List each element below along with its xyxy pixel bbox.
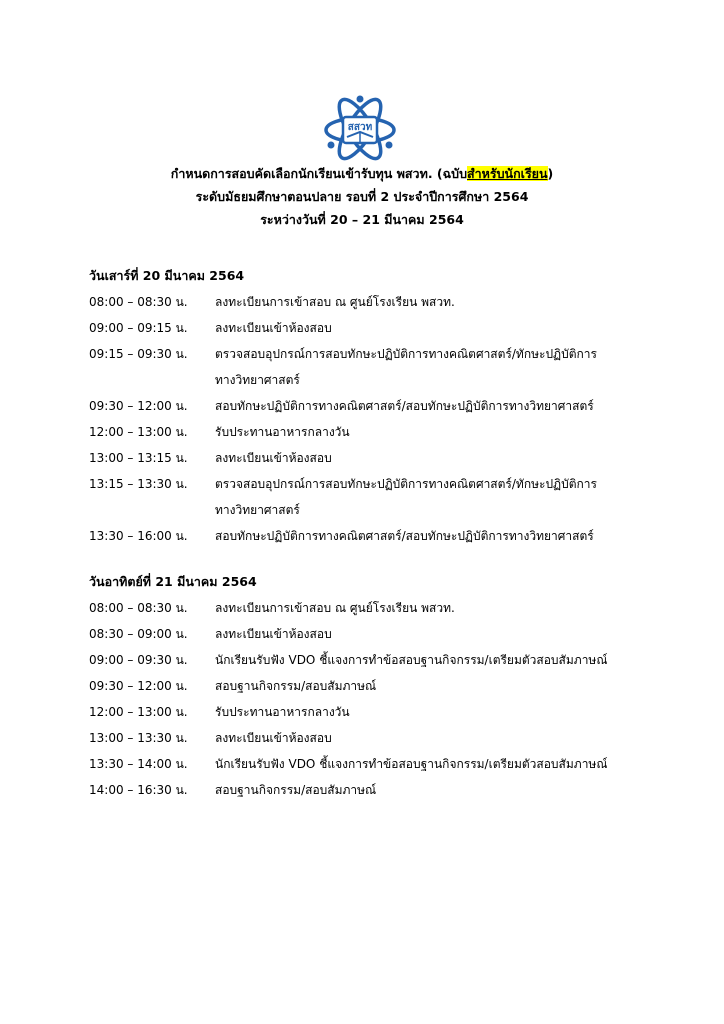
activity: ตรวจสอบอุปกรณ์การสอบทักษะปฏิบัติการทางคณิตศาสตร์/ทักษะปฏิบัติการ ทางวิทยาศาสตร์: [215, 477, 597, 517]
schedule-row: [89, 419, 649, 445]
activity: ลงทะเบียนเข้าห้องสอบ: [215, 451, 332, 465]
document-title: [0, 162, 724, 185]
document-title-block: [0, 162, 724, 231]
time-slot: 08:00 – 08:30 น.: [89, 295, 188, 309]
day-schedule-saturday: [89, 263, 649, 549]
schedule-row: [89, 445, 649, 471]
activity: รับประทานอาหารกลางวัน: [215, 705, 350, 719]
schedule-row: [89, 315, 649, 341]
time-slot: 13:30 – 14:00 น.: [89, 757, 188, 771]
schedule-row: [89, 699, 649, 725]
schedule-row: [89, 647, 649, 673]
activity: สอบฐานกิจกรรม/สอบสัมภาษณ์: [215, 783, 377, 797]
time-slot: 12:00 – 13:00 น.: [89, 705, 188, 719]
schedule-row: [89, 725, 649, 751]
activity: ตรวจสอบอุปกรณ์การสอบทักษะปฏิบัติการทางคณิตศาสตร์/ทักษะปฏิบัติการ ทางวิทยาศาสตร์: [215, 347, 597, 387]
time-slot: 09:15 – 09:30 น.: [89, 347, 188, 361]
schedule-row: [89, 523, 649, 549]
time-slot: 09:00 – 09:30 น.: [89, 653, 188, 667]
schedule-row: [89, 621, 649, 647]
title-suffix: ): [547, 166, 554, 181]
time-slot: 13:00 – 13:15 น.: [89, 451, 188, 465]
time-slot: 09:30 – 12:00 น.: [89, 399, 188, 413]
logo-text: สสวท: [347, 122, 373, 133]
schedule-row: [89, 751, 649, 777]
activity: สอบทักษะปฏิบัติการทางคณิตศาสตร์/สอบทักษะปฏิบัติการทางวิทยาศาสตร์: [215, 529, 594, 543]
schedule-row: [89, 289, 649, 315]
schedule-row: [89, 595, 649, 621]
time-slot: 14:00 – 16:30 น.: [89, 783, 188, 797]
time-slot: 08:30 – 09:00 น.: [89, 627, 188, 641]
time-slot: 13:00 – 13:30 น.: [89, 731, 188, 745]
activity: ลงทะเบียนการเข้าสอบ ณ ศูนย์โรงเรียน พสวท.: [215, 295, 455, 309]
time-slot: 08:00 – 08:30 น.: [89, 601, 188, 615]
schedule-row: [89, 341, 649, 393]
activity: รับประทานอาหารกลางวัน: [215, 425, 350, 439]
time-slot: 13:30 – 16:00 น.: [89, 529, 188, 543]
date-range: ระหว่างวันที่ 20 – 21 มีนาคม 2564: [260, 212, 464, 227]
time-slot: 12:00 – 13:00 น.: [89, 425, 188, 439]
activity: ลงทะเบียนเข้าห้องสอบ: [215, 627, 332, 641]
time-slot: 09:00 – 09:15 น.: [89, 321, 188, 335]
schedule-row: [89, 777, 649, 803]
schedule-row: [89, 673, 649, 699]
activity: นักเรียนรับฟัง VDO ชี้แจงการทำข้อสอบฐานกิจกรรม/เตรียมตัวสอบสัมภาษณ์: [215, 757, 608, 771]
day-schedule-sunday: [89, 569, 649, 803]
title-highlight: สำหรับนักเรียน: [467, 166, 548, 181]
schedule-row: [89, 393, 649, 419]
activity: นักเรียนรับฟัง VDO ชี้แจงการทำข้อสอบฐานกิจกรรม/เตรียมตัวสอบสัมภาษณ์: [215, 653, 608, 667]
document-subtitle: ระดับมัธยมศึกษาตอนปลาย รอบที่ 2 ประจำปีการศึกษา 2564: [195, 189, 529, 204]
schedule-row: [89, 471, 649, 523]
activity: สอบฐานกิจกรรม/สอบสัมภาษณ์: [215, 679, 377, 693]
atom-logo-icon: [323, 93, 397, 163]
activity: ลงทะเบียนเข้าห้องสอบ: [215, 731, 332, 745]
title-prefix: กำหนดการสอบคัดเลือกนักเรียนเข้ารับทุน พสวท. (ฉบับ: [170, 166, 468, 181]
time-slot: 13:15 – 13:30 น.: [89, 477, 188, 491]
time-slot: 09:30 – 12:00 น.: [89, 679, 188, 693]
day-heading: วันเสาร์ที่ 20 มีนาคม 2564: [89, 268, 245, 283]
day-heading: วันอาทิตย์ที่ 21 มีนาคม 2564: [89, 574, 257, 589]
ipst-logo: [323, 93, 397, 163]
activity: สอบทักษะปฏิบัติการทางคณิตศาสตร์/สอบทักษะปฏิบัติการทางวิทยาศาสตร์: [215, 399, 594, 413]
activity: ลงทะเบียนการเข้าสอบ ณ ศูนย์โรงเรียน พสวท.: [215, 601, 455, 615]
activity: ลงทะเบียนเข้าห้องสอบ: [215, 321, 332, 335]
